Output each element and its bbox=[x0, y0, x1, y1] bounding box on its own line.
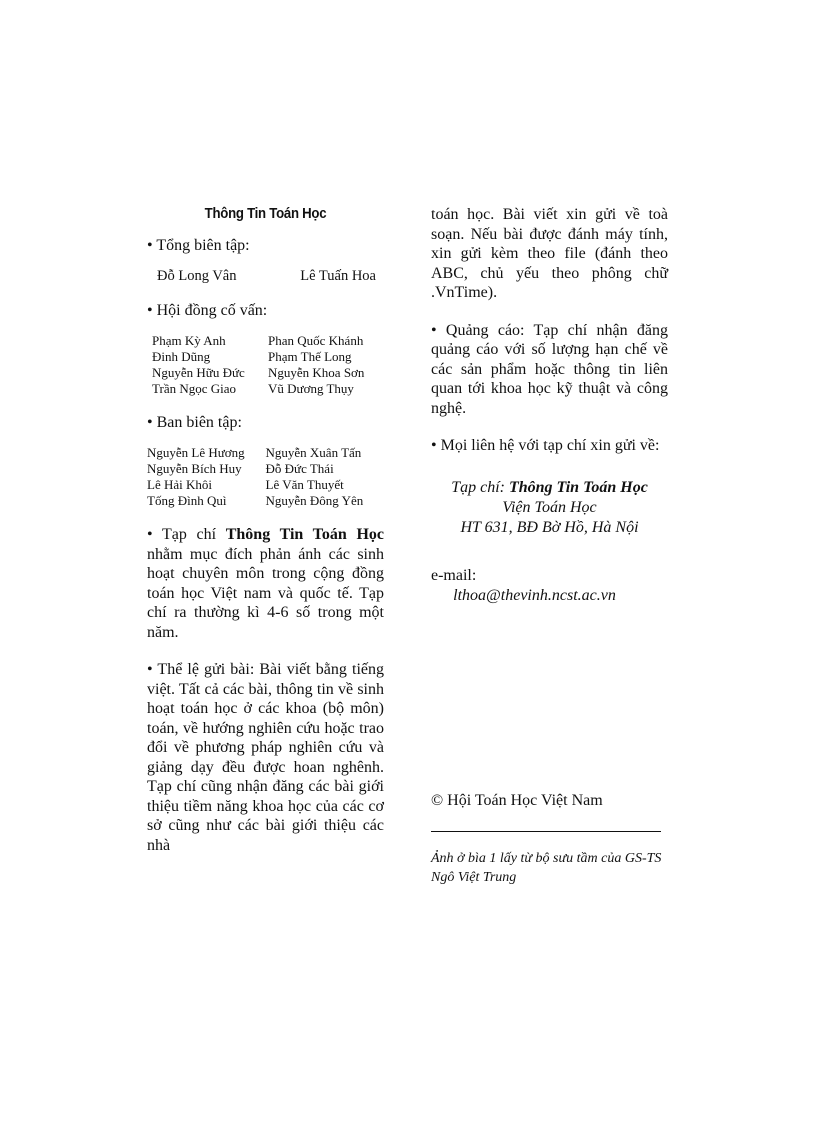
submission-continued: toán học. Bài viết xin gửi về toà soạn. Nếu bài được đánh máy tính, xin gửi kèm theo file (đánh theo ABC, chủ yếu theo phông chữ .VnTime). bbox=[431, 206, 668, 301]
submission-paragraph: • Thể lệ gửi bài: Bài viết bằng tiếng việt. Tất cả các bài, thông tin về sinh hoạt toán học ở các khoa (bộ môn) toán, về hướng nghiên cứu hoặc trao đổi về phương pháp nghiên cứu và giảng dạy đều được hoan nghênh. Tạp chí cũng nhận đăng các bài giới thiệu tiềm năng khoa học của các cơ sở cũng như các bài giới thiệu các nhà bbox=[147, 661, 384, 854]
copyright-notice: © Hội Toán Học Việt Nam bbox=[431, 792, 603, 809]
advisor-name: Phạm Kỳ Anh bbox=[152, 333, 226, 348]
editor-board-name: Nguyễn Lê Hương bbox=[147, 445, 245, 460]
advisory-board-heading: • Hội đồng cố vấn: bbox=[147, 302, 268, 319]
editor-name: Đỗ Long Vân bbox=[157, 268, 237, 284]
editor-board-name: Tống Đình Quì bbox=[147, 493, 227, 508]
address-street: HT 631, BĐ Bờ Hồ, Hà Nội bbox=[460, 518, 639, 536]
editor-in-chief-names bbox=[147, 268, 384, 285]
advisor-name: Nguyễn Hữu Đức bbox=[152, 365, 245, 380]
email-address[interactable]: lthoa@thevinh.ncst.ac.vn bbox=[453, 586, 616, 604]
advertising-paragraph: • Quảng cáo: Tạp chí nhận đăng quảng cáo với số lượng hạn chế về các sản phẩm hoặc thông tin liên quan tới khoa học kỹ thuật và công nghệ. bbox=[431, 321, 668, 417]
journal-address bbox=[431, 478, 668, 538]
editor-board-name: Đỗ Đức Thái bbox=[265, 461, 334, 476]
right-column bbox=[431, 205, 668, 606]
purpose-journal-name: Thông Tin Toán Học bbox=[225, 526, 385, 543]
contact-paragraph: • Mọi liên hệ với tạp chí xin gửi về: bbox=[431, 437, 660, 454]
editorial-board-heading: • Ban biên tập: bbox=[147, 414, 242, 431]
address-institute: Viện Toán Học bbox=[502, 498, 597, 516]
email-label: e-mail: bbox=[431, 566, 477, 584]
advisor-name: Vũ Dương Thụy bbox=[268, 381, 354, 396]
journal-title: Thông Tin Toán Học bbox=[204, 205, 327, 222]
editorial-board-names bbox=[147, 445, 384, 509]
address-journal-name: Thông Tin Toán Học bbox=[508, 478, 648, 496]
advisor-name: Phạm Thế Long bbox=[268, 349, 352, 364]
purpose-lead: • Tạp chí bbox=[147, 526, 226, 543]
editor-board-name: Nguyễn Đông Yên bbox=[265, 493, 364, 508]
advisor-name: Đinh Dũng bbox=[152, 349, 211, 364]
editor-name: Lê Tuấn Hoa bbox=[300, 268, 376, 284]
editor-board-name: Lê Hải Khôi bbox=[147, 477, 212, 492]
advisor-name: Nguyễn Khoa Sơn bbox=[268, 365, 365, 380]
purpose-text: nhằm mục đích phản ánh các sinh hoạt chuyên môn trong cộng đồng toán học Việt nam và quốc tế. Tạp chí ra thường kì 4-6 số trong một năm. bbox=[147, 545, 384, 641]
divider bbox=[431, 831, 661, 832]
editor-board-name: Nguyễn Bích Huy bbox=[147, 461, 242, 476]
purpose-paragraph bbox=[147, 525, 384, 642]
editor-board-name: Nguyễn Xuân Tấn bbox=[265, 445, 362, 460]
left-column bbox=[147, 205, 384, 855]
advisor-name: Phan Quốc Khánh bbox=[268, 333, 364, 348]
advisory-board-names bbox=[147, 333, 384, 397]
address-prefix: Tạp chí: bbox=[451, 478, 509, 496]
editor-board-name: Lê Văn Thuyết bbox=[265, 477, 344, 492]
address-journal-line bbox=[431, 478, 668, 498]
editor-in-chief-heading: • Tổng biên tập: bbox=[147, 237, 250, 254]
advisor-name: Trần Ngọc Giao bbox=[152, 381, 237, 396]
cover-caption: Ảnh ở bìa 1 lấy từ bộ sưu tầm của GS-TS Ngô Việt Trung bbox=[431, 851, 662, 885]
